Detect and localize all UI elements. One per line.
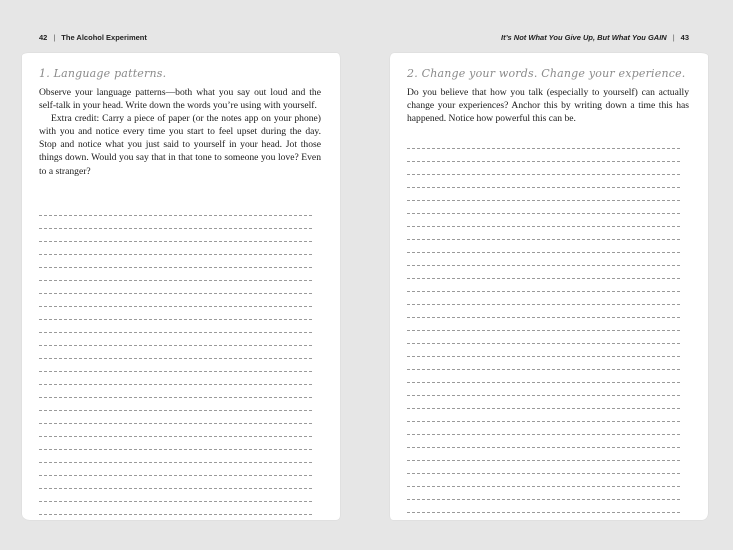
writing-line [39, 254, 312, 255]
writing-line [39, 488, 312, 489]
writing-line [407, 408, 680, 409]
writing-line [39, 306, 312, 307]
writing-line [407, 291, 680, 292]
writing-line [39, 241, 312, 242]
left-page-number: 42 [39, 33, 48, 42]
writing-line [39, 371, 312, 372]
writing-line [39, 332, 312, 333]
writing-line [39, 436, 312, 437]
writing-line [39, 228, 312, 229]
left-worksheet-heading: 1. Language patterns. [39, 67, 167, 80]
right-body-text [407, 86, 689, 125]
writing-line [407, 460, 680, 461]
writing-line [407, 512, 680, 513]
left-writing-lines [39, 215, 312, 527]
right-writing-lines [407, 148, 680, 525]
right-worksheet-heading: 2. Change your words. Change your experience. [407, 67, 686, 80]
writing-line [407, 486, 680, 487]
left-running-head [39, 33, 147, 42]
writing-line [39, 410, 312, 411]
writing-line [39, 462, 312, 463]
writing-line [407, 382, 680, 383]
writing-line [407, 239, 680, 240]
writing-line [407, 330, 680, 331]
writing-line [39, 215, 312, 216]
running-head-separator: | [672, 33, 675, 42]
writing-line [407, 278, 680, 279]
writing-line [407, 161, 680, 162]
writing-line [407, 213, 680, 214]
writing-line [407, 395, 680, 396]
writing-line [407, 473, 680, 474]
writing-line [39, 475, 312, 476]
right-page-number: 43 [680, 33, 689, 42]
writing-line [39, 397, 312, 398]
writing-line [407, 343, 680, 344]
writing-line [407, 265, 680, 266]
left-paragraph-2: Extra credit: Carry a piece of paper (or the notes app on your phone) with you and notice every time you start to feel upset during the day. Stop and notice what you just said to yourself in your head. Jot those things down. Would you say that in that tone to someone you love? Even to a stranger? [39, 113, 321, 177]
writing-line [407, 369, 680, 370]
right-running-title: It’s Not What You Give Up, But What You GAIN [501, 33, 667, 42]
writing-line [39, 293, 312, 294]
writing-line [407, 252, 680, 253]
writing-line [407, 187, 680, 188]
writing-line [407, 317, 680, 318]
left-body-text [39, 86, 321, 178]
right-page [367, 0, 733, 550]
right-running-head [501, 33, 689, 42]
writing-line [39, 449, 312, 450]
writing-line [407, 434, 680, 435]
writing-line [407, 499, 680, 500]
writing-line [407, 304, 680, 305]
writing-line [407, 174, 680, 175]
writing-line [39, 501, 312, 502]
right-paragraph-1: Do you believe that how you talk (especially to yourself) can actually change your experiences? Anchor this by writing down a time this has happened. Notice how powerful this can be. [407, 87, 689, 125]
left-worksheet [22, 53, 340, 520]
writing-line [39, 384, 312, 385]
writing-line [407, 356, 680, 357]
writing-line [39, 345, 312, 346]
writing-line [407, 148, 680, 149]
writing-line [39, 358, 312, 359]
writing-line [39, 514, 312, 515]
writing-line [407, 200, 680, 201]
running-head-separator: | [53, 33, 56, 42]
writing-line [39, 280, 312, 281]
left-paragraph-1: Observe your language patterns—both what you say out loud and the self-talk in your head. Write down the words you’re using with yourself. [39, 87, 321, 112]
writing-line [39, 423, 312, 424]
right-worksheet [390, 53, 708, 520]
writing-line [407, 421, 680, 422]
left-page [0, 0, 366, 550]
writing-line [407, 226, 680, 227]
left-running-title: The Alcohol Experiment [61, 33, 147, 42]
writing-line [407, 447, 680, 448]
writing-line [39, 319, 312, 320]
writing-line [39, 267, 312, 268]
